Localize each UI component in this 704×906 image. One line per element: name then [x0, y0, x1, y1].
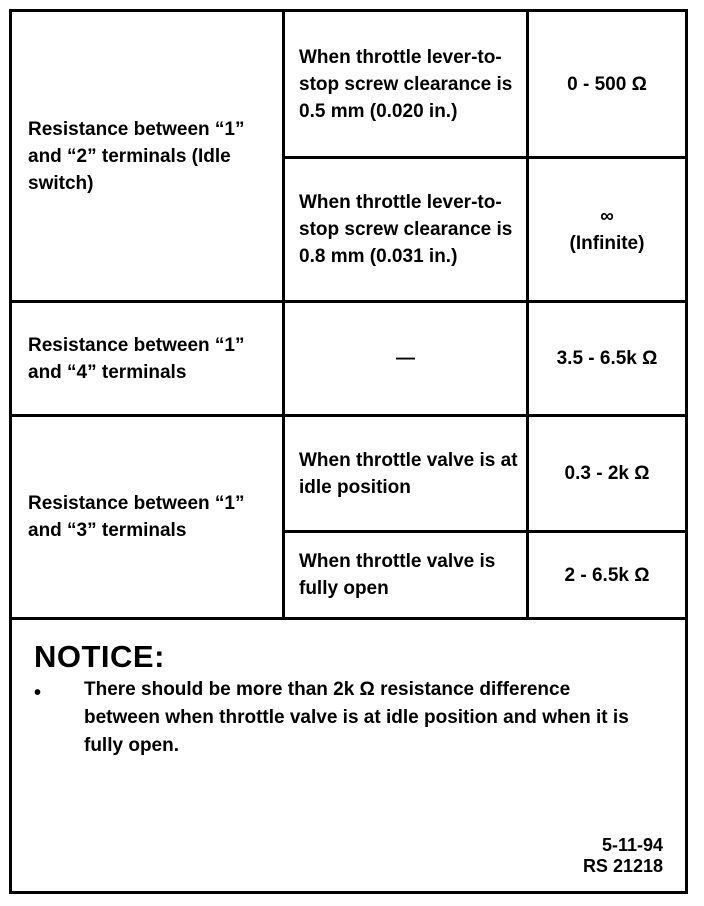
group3-row1-condition: When throttle valve is at idle position	[284, 416, 528, 532]
resistance-spec-table	[9, 9, 688, 620]
group2-label: Resistance between “1” and “4” terminals	[11, 302, 284, 416]
document-reference: RS 21218	[582, 856, 663, 876]
group1-label: Resistance between “1” and “2” terminals (Idle switch)	[11, 11, 284, 302]
document-code	[583, 835, 663, 877]
infinite-label: (Infinite)	[569, 232, 645, 254]
infinity-symbol: ∞	[600, 205, 614, 227]
group1-row1-condition: When throttle lever-to-stop screw clearance is 0.5 mm (0.020 in.)	[284, 11, 528, 158]
group2-value: 3.5 - 6.5k Ω	[528, 302, 687, 416]
notice-title: NOTICE:	[34, 639, 165, 674]
group1-row1-value: 0 - 500 Ω	[528, 11, 687, 158]
group3-row2-condition: When throttle valve is fully open	[284, 532, 528, 619]
document-date: 5-11-94	[601, 835, 663, 855]
notice-box	[9, 617, 688, 894]
group1-row2-condition: When throttle lever-to-stop screw clearance is 0.8 mm (0.031 in.)	[284, 158, 528, 302]
group3-row1-value: 0.3 - 2k Ω	[528, 416, 687, 532]
notice-text: There should be more than 2k Ω resistance difference between when throttle valve is at idle position and when it is fully open.	[84, 679, 629, 756]
group2-condition: —	[284, 302, 528, 416]
group3-label: Resistance between “1” and “3” terminals	[11, 416, 284, 619]
bullet-icon: •	[34, 682, 42, 704]
group1-row2-value	[528, 158, 687, 302]
group3-row2-value: 2 - 6.5k Ω	[528, 532, 687, 619]
